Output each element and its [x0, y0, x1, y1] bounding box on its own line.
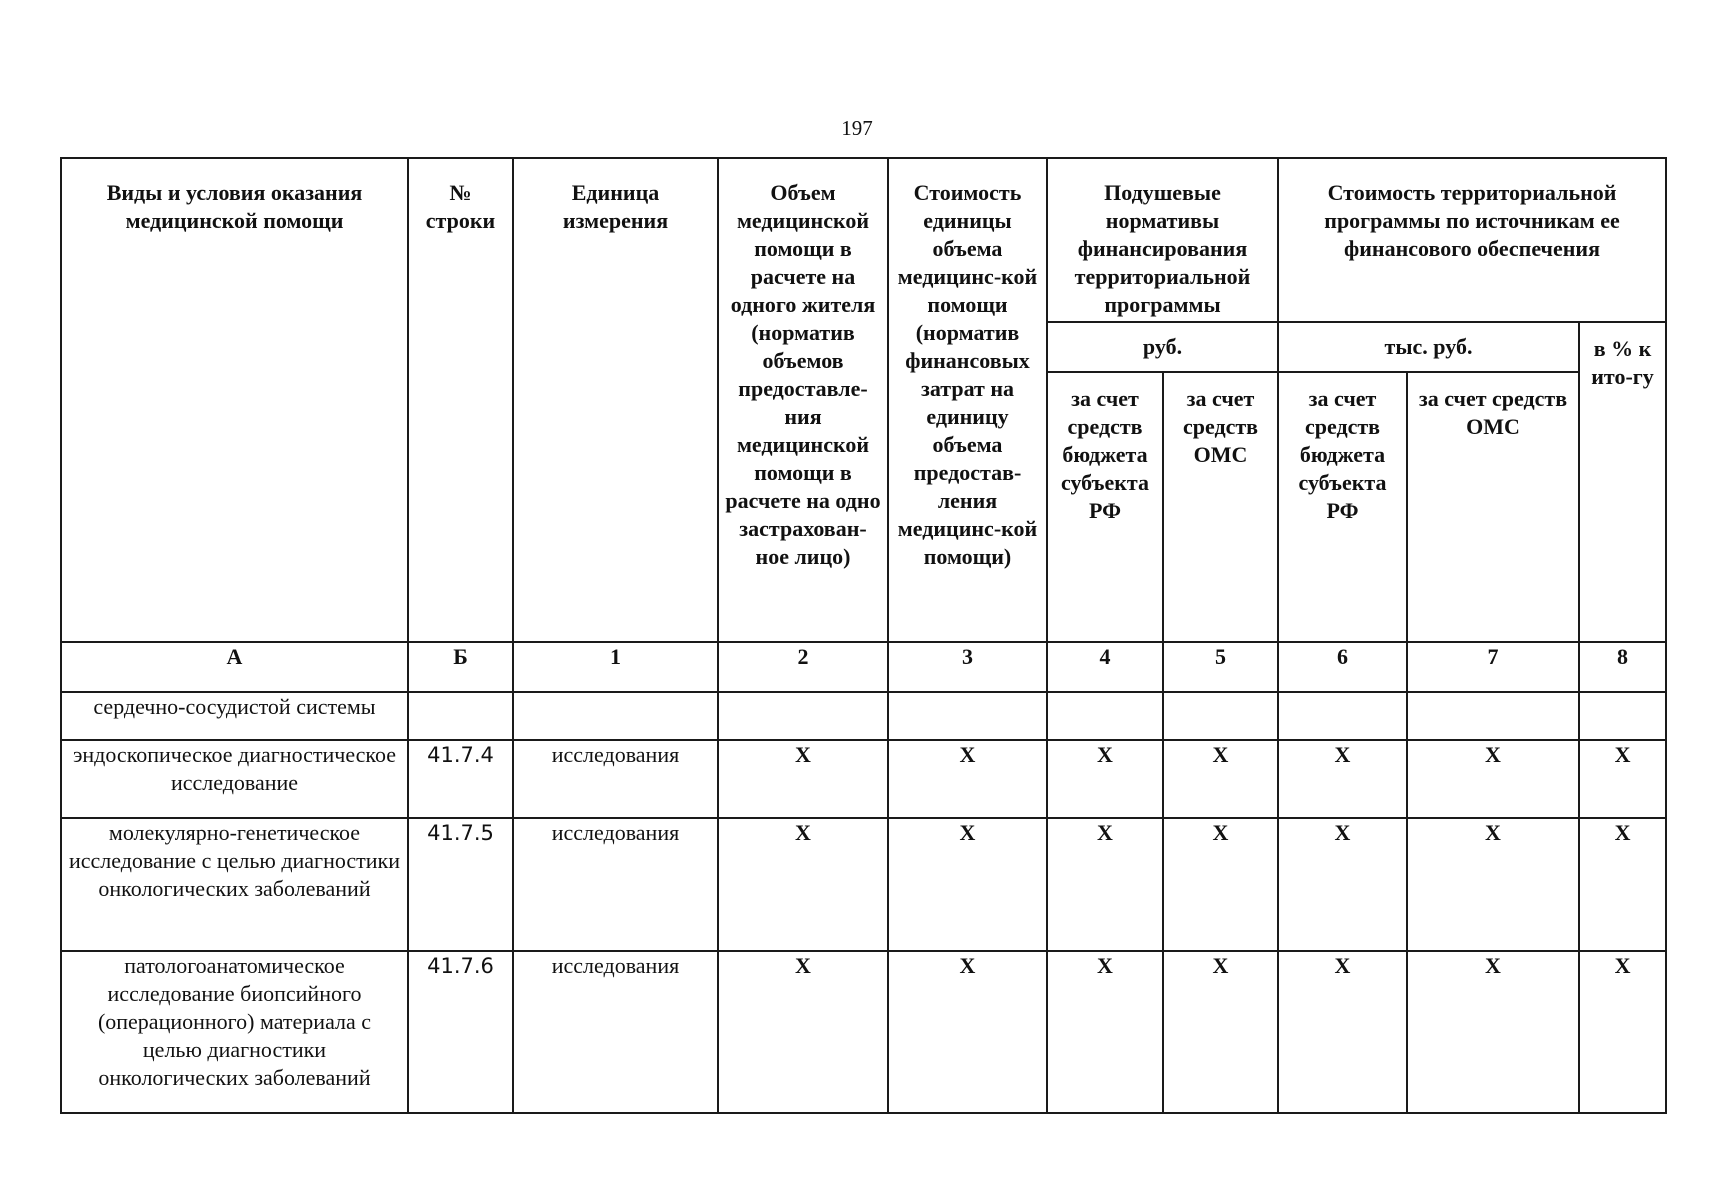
row-value: X — [718, 740, 888, 818]
header-col-6: за счет средств бюджета субъекта РФ — [1278, 372, 1407, 642]
row-line-number: 41.7.5 — [408, 818, 513, 951]
row-line-number: 41.7.4 — [408, 740, 513, 818]
row-value: X — [1278, 740, 1407, 818]
header-group-cost: Стоимость территориальной программы по источникам ее финансового обеспечения — [1278, 158, 1666, 322]
header-group-per-capita: Подушевые нормативы финансирования территориальной программы — [1047, 158, 1278, 322]
row-value — [1407, 692, 1579, 740]
row-value — [1047, 692, 1163, 740]
row-value: X — [1047, 818, 1163, 951]
index-cell: 1 — [513, 642, 718, 692]
row-value: X — [888, 951, 1047, 1113]
row-unit: исследования — [513, 951, 718, 1113]
row-value: X — [888, 740, 1047, 818]
header-col-4: за счет средств бюджета субъекта РФ — [1047, 372, 1163, 642]
index-cell: 2 — [718, 642, 888, 692]
medical-care-cost-table — [60, 157, 1667, 1114]
header-unit-thousand-rub: тыс. руб. — [1278, 322, 1579, 372]
row-value: X — [1579, 740, 1666, 818]
row-value: X — [1407, 740, 1579, 818]
row-value: X — [718, 818, 888, 951]
row-value: X — [1579, 951, 1666, 1113]
row-line-number: 41.7.6 — [408, 951, 513, 1113]
header-col-2: Объем медицинской помощи в расчете на одного жителя (норматив объемов предоставле-ния медицинской помощи в расчете на одно застрахован-ное лицо) — [718, 158, 888, 642]
header-col-b: № строки — [408, 158, 513, 642]
row-value: X — [1278, 951, 1407, 1113]
index-cell: 7 — [1407, 642, 1579, 692]
row-unit — [513, 692, 718, 740]
index-cell: Б — [408, 642, 513, 692]
index-cell: 8 — [1579, 642, 1666, 692]
header-col-a: Виды и условия оказания медицинской помощи — [61, 158, 408, 642]
row-value — [1278, 692, 1407, 740]
index-cell: 4 — [1047, 642, 1163, 692]
row-unit: исследования — [513, 740, 718, 818]
column-index-row — [61, 642, 1666, 692]
row-name: молекулярно-генетическое исследование с целью диагностики онкологических заболеваний — [61, 818, 408, 951]
table-row — [61, 692, 1666, 740]
header-col-8: в % к ито-гу — [1579, 322, 1666, 642]
row-value: X — [1407, 951, 1579, 1113]
row-value: X — [1579, 818, 1666, 951]
row-value — [1579, 692, 1666, 740]
row-name: сердечно-сосудистой системы — [61, 692, 408, 740]
row-line-number — [408, 692, 513, 740]
row-value: X — [1163, 951, 1278, 1113]
row-value: X — [1163, 740, 1278, 818]
row-value: X — [1047, 951, 1163, 1113]
row-name: патологоанатомическое исследование биопсийного (операционного) материала с целью диагностики онкологических заболеваний — [61, 951, 408, 1113]
row-value: X — [1278, 818, 1407, 951]
header-col-1: Единица измерения — [513, 158, 718, 642]
row-value: X — [1047, 740, 1163, 818]
row-value — [1163, 692, 1278, 740]
row-value: X — [718, 951, 888, 1113]
index-cell: 6 — [1278, 642, 1407, 692]
table-row — [61, 951, 1666, 1113]
header-row-1 — [61, 158, 1666, 322]
row-unit: исследования — [513, 818, 718, 951]
table-row — [61, 818, 1666, 951]
page-number: 197 — [841, 116, 873, 140]
row-value: X — [1163, 818, 1278, 951]
row-value: X — [888, 818, 1047, 951]
index-cell: А — [61, 642, 408, 692]
header-col-5: за счет средств ОМС — [1163, 372, 1278, 642]
header-col-3: Стоимость единицы объема медицинс-кой помощи (норматив финансовых затрат на единицу объема предостав-ления медицинс-кой помощи) — [888, 158, 1047, 642]
row-value — [718, 692, 888, 740]
row-name: эндоскопическое диагностическое исследование — [61, 740, 408, 818]
row-value: X — [1407, 818, 1579, 951]
header-unit-rub: руб. — [1047, 322, 1278, 372]
index-cell: 5 — [1163, 642, 1278, 692]
header-col-7: за счет средств ОМС — [1407, 372, 1579, 642]
row-value — [888, 692, 1047, 740]
index-cell: 3 — [888, 642, 1047, 692]
table-row — [61, 740, 1666, 818]
